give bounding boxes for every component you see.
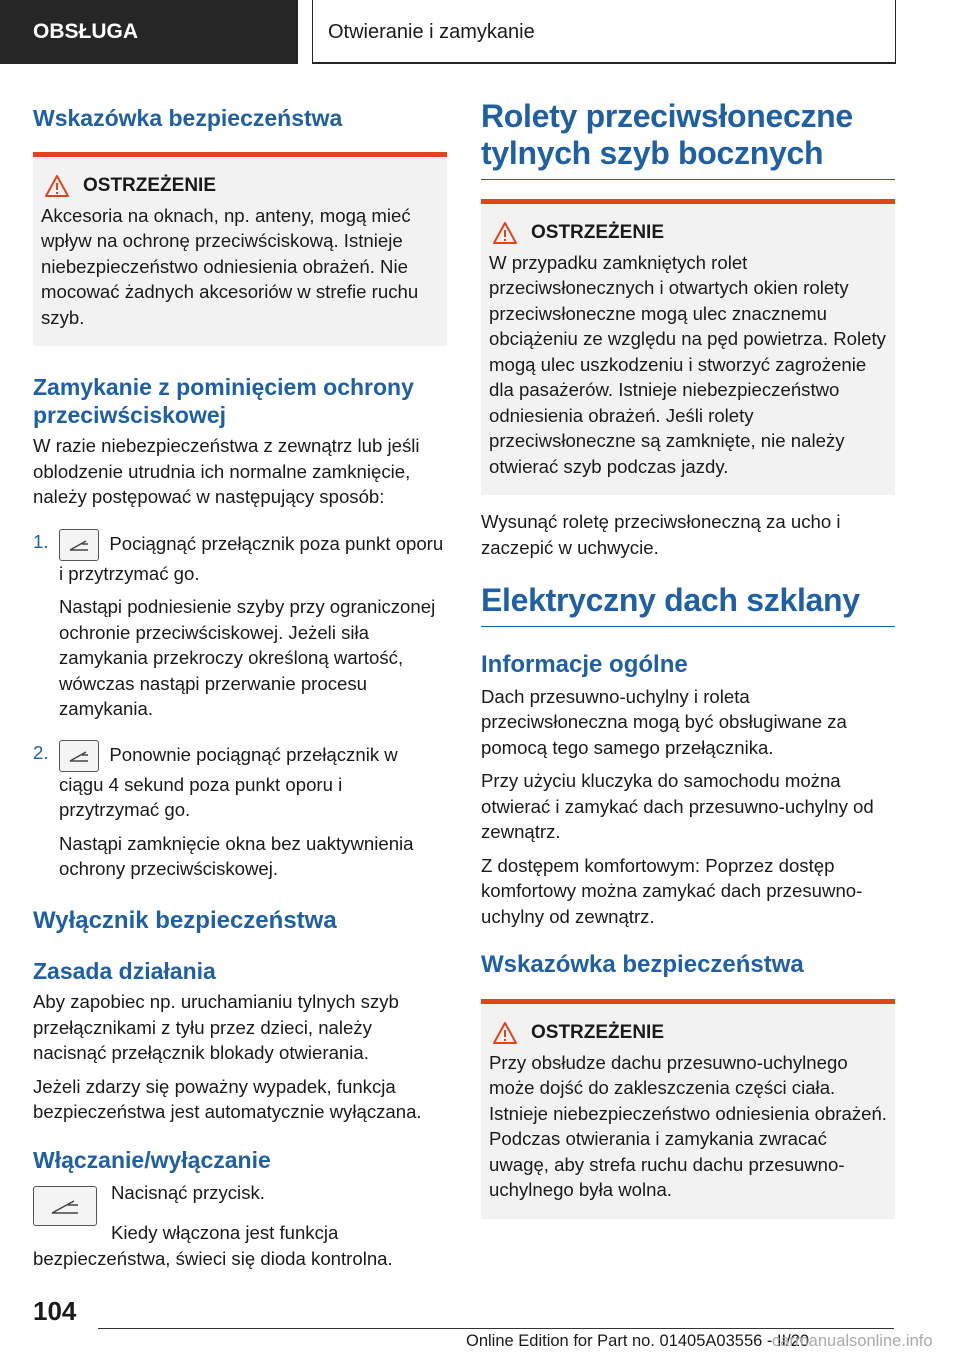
heading-closing-override: Zamykanie z pominięciem ochrony przeciwściskowej: [33, 374, 414, 428]
heading-on-off: Włączanie/wyłączanie: [33, 1146, 271, 1173]
closing-intro: W razie niebezpieczeństwa z zewnątrz lub jeśli oblodzenie utrudnia ich normalne zamknięcie, należy postępować w następujący sposób:: [33, 435, 420, 508]
section-tab: OBSŁUGA: [0, 0, 298, 64]
principle-text-2: Jeżeli zdarzy się poważny wypadek, funkcja bezpieczeństwa jest automatycznie wyłączana.: [33, 1075, 422, 1123]
warning-triangle-icon: [493, 222, 517, 244]
step-text: Pociągnąć przełącznik poza punkt oporu i przytrzymać go.: [59, 532, 444, 584]
blinds-text: Wysunąć roletę przeciwsłoneczną za ucho i zaczepić w uchwycie.: [481, 511, 841, 558]
step-note: Nastąpi zamknięcie okna bez uaktywnienia ochrony przeciwściskowej.: [59, 832, 414, 880]
heading-safety-note-2: Wskazówka bezpieczeństwa: [481, 951, 804, 979]
lock-switch-icon: [33, 1186, 97, 1226]
page-number: 104: [33, 1296, 77, 1326]
heading-safety-switch: Wyłącznik bezpieczeństwa: [33, 906, 337, 934]
window-switch-icon: [59, 740, 99, 772]
step-number: 1.: [33, 530, 49, 552]
warning-label: OSTRZEŻENIE: [83, 174, 217, 196]
heading-sun-blinds: Rolety przeciwsłoneczne tylnych szyb bocznych: [481, 98, 853, 172]
page-header: [0, 0, 960, 66]
warning-text: Akcesoria na oknach, np. anteny, mogą mieć wpływ na ochronę przeciwściskową. Istnieje niebezpieczeństwo odniesienia obrażeń. Nie mocować żadnych akcesoriów w strefie ruchu szyb.: [41, 204, 419, 328]
heading-general-info: Informacje ogólne: [481, 650, 688, 678]
general-text-3: Z dostępem komfortowym: Poprzez dostęp komfortowy można zamykać dach przesuwno-uchylny od zewnątrz.: [481, 854, 863, 927]
chapter-title: Otwieranie i zamykanie: [328, 21, 535, 43]
heading-glass-roof: Elektryczny dach szklany: [481, 582, 860, 619]
warning-box-2: [481, 199, 895, 496]
warning-text: W przypadku zamkniętych rolet przeciwsłonecznych i otwartych okien rolety przeciwsłoneczne mogą ulec znacznemu obciążeniu ze względu na pęd powietrza. Rolety mogą ulec uszkodzeniu i stworzyć zagrożenie dla pasażerów. Istnieje niebezpieczeństwo odniesienia obrażeń. Jeśli rolety przeciwsłoneczne są zamknięte, nie należy otwierać szyb podczas jazdy.: [489, 251, 886, 477]
step-text: Ponownie pociągnąć przełącznik w ciągu 4 sekund poza punkt oporu i przytrzymać go.: [59, 743, 398, 821]
edition-text: Online Edition for Part no. 01405A03556 - II/20: [466, 1332, 810, 1350]
warning-box-3: [481, 999, 895, 1219]
right-column: [481, 98, 895, 1219]
principle-text-1: Aby zapobiec np. uruchamianiu tylnych szyb przełącznikami z tyłu przez dzieci, należy nacisnąć przełącznik blokady otwierania.: [33, 991, 399, 1064]
heading-safety-note: Wskazówka bezpieczeństwa: [33, 105, 343, 131]
heading-principle: Zasada działania: [33, 957, 216, 984]
warning-triangle-icon: [45, 175, 69, 197]
warning-text: Przy obsłudze dachu przesuwno-uchylnego może dojść do zakleszczenia części ciała. Istnieje niebezpieczeństwo odniesienia obrażeń. Podczas otwierania i zamykania zwracać uwagę, aby strefa ruchu dachu przesuwno-uchylnego była wolna.: [489, 1051, 887, 1201]
warning-label: OSTRZEŻENIE: [531, 1021, 665, 1043]
on-off-text-1: Nacisnąć przycisk.: [111, 1182, 265, 1204]
step-2: [33, 740, 447, 882]
on-off-text-2: Kiedy włączona jest funkcja bezpieczeństwa, świeci się dioda kontrolna.: [33, 1222, 393, 1269]
chapter-title-box: [312, 0, 896, 64]
step-1: [33, 529, 447, 722]
watermark: carmanualsonline.info: [772, 1332, 933, 1350]
step-number: 2.: [33, 741, 49, 763]
general-text-2: Przy użyciu kluczyka do samochodu można otwierać i zamykać dach przesuwno-uchylny od zewnątrz.: [481, 770, 874, 843]
warning-label: OSTRZEŻENIE: [531, 221, 665, 243]
general-text-1: Dach przesuwno-uchylny i roleta przeciwsłoneczna mogą być obsługiwane za pomocą tego samego przełącznika.: [481, 685, 847, 758]
left-column: [33, 98, 447, 1271]
window-switch-icon: [59, 529, 99, 561]
warning-triangle-icon: [493, 1022, 517, 1044]
warning-box-1: [33, 152, 447, 347]
step-note: Nastąpi podniesienie szyby przy ograniczonej ochronie przeciwściskowej. Jeżeli siła zamykania przekroczy określoną wartość, wówczas nastąpi przerwanie procesu zamykania.: [59, 596, 436, 720]
